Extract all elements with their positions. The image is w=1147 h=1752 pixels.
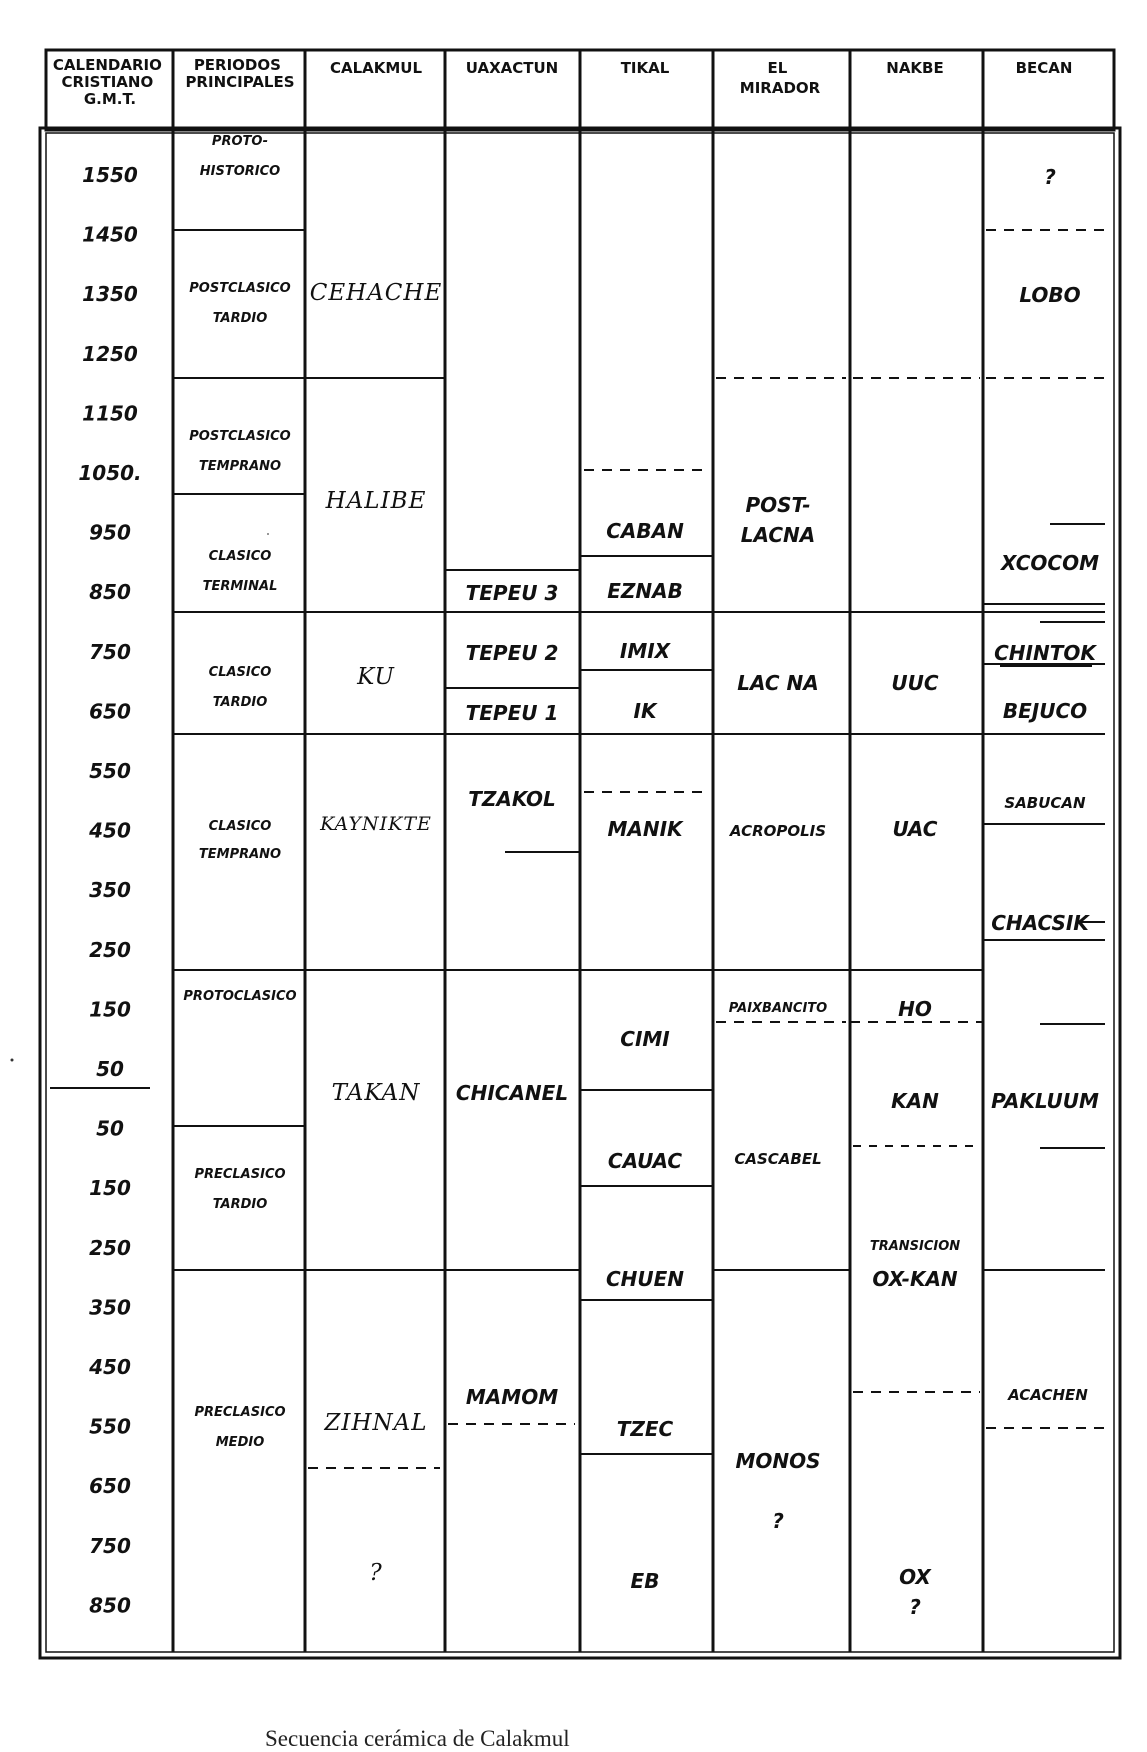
period-label-line: PRECLASICO bbox=[194, 1167, 286, 1182]
figure-caption: Secuencia cerámica de Calakmul bbox=[265, 1726, 570, 1751]
header-calakmul: CALAKMUL bbox=[329, 59, 423, 77]
nakbe-phase-line: OX bbox=[899, 1565, 931, 1589]
nakbe-phase bbox=[872, 1267, 958, 1291]
year-label: 1350 bbox=[82, 282, 138, 307]
tikal-phase bbox=[606, 519, 684, 543]
nakbe-phase bbox=[891, 671, 938, 695]
becan-phase-line: ? bbox=[1044, 165, 1056, 189]
nakbe-phase bbox=[891, 1089, 939, 1113]
calakmul-phase bbox=[323, 1410, 427, 1436]
calakmul-lines bbox=[305, 378, 445, 1468]
nakbe-phase bbox=[899, 1565, 932, 1589]
period-label bbox=[200, 134, 280, 179]
year-label: 350 bbox=[89, 878, 131, 903]
tikal-phase bbox=[620, 1027, 670, 1051]
calakmul-phase bbox=[356, 664, 395, 690]
calakmul-phase-line: KU bbox=[357, 664, 395, 690]
header-calendario-line2: CRISTIANO bbox=[61, 73, 154, 91]
uaxactun-phase bbox=[466, 701, 559, 725]
mirador-phase-line: POST- bbox=[745, 493, 811, 517]
tikal-phase bbox=[634, 699, 658, 723]
calakmul-phase bbox=[325, 488, 427, 514]
nakbe-phase-line: KAN bbox=[891, 1089, 939, 1113]
speck bbox=[11, 1059, 14, 1062]
tikal-phase bbox=[607, 817, 684, 841]
tikal-phase bbox=[617, 1417, 674, 1441]
becan-phase bbox=[1019, 283, 1080, 307]
period-label-line: CLASICO bbox=[208, 549, 272, 564]
header-calendario-line1: CALENDARIO bbox=[52, 56, 162, 74]
becan-phase-line: PAKLUUM bbox=[991, 1089, 1099, 1113]
nakbe-phase-line: TRANSICION bbox=[869, 1239, 961, 1254]
period-label bbox=[183, 989, 296, 1004]
header-periodos-line2: PRINCIPALES bbox=[185, 73, 295, 91]
becan-phase bbox=[991, 1089, 1099, 1113]
period-label-line: HISTORICO bbox=[199, 164, 281, 179]
nakbe-phase-line: ? bbox=[909, 1595, 921, 1619]
becan-phase bbox=[991, 911, 1090, 935]
tikal-phase-line: CABAN bbox=[606, 519, 684, 543]
year-label: 1150 bbox=[82, 401, 138, 426]
period-label bbox=[189, 281, 291, 326]
period-labels bbox=[183, 134, 296, 1450]
nakbe-phase-line: HO bbox=[898, 997, 932, 1021]
mirador-phase-line: PAIXBANCITO bbox=[728, 1001, 828, 1016]
tikal-phase-line: TZEC bbox=[616, 1417, 674, 1441]
period-label-line: PROTOCLASICO bbox=[183, 989, 297, 1004]
nakbe-phase-line: UUC bbox=[891, 671, 939, 695]
nakbe-phase bbox=[909, 1595, 921, 1619]
uaxactun-phase bbox=[456, 1081, 568, 1105]
calakmul-phase-line: ? bbox=[369, 1560, 383, 1586]
year-label: 50 bbox=[96, 1116, 124, 1141]
uaxactun-phase bbox=[466, 581, 559, 605]
tikal-phase-line: EB bbox=[630, 1569, 660, 1593]
tikal-phase-line: IMIX bbox=[619, 639, 671, 663]
period-label-line: TEMPRANO bbox=[198, 847, 282, 862]
year-label: 950 bbox=[89, 520, 131, 545]
year-label: 250 bbox=[89, 937, 131, 962]
uaxactun-phase bbox=[466, 641, 559, 665]
mirador-phase bbox=[737, 671, 818, 695]
uaxactun-phase-line: TEPEU 2 bbox=[465, 641, 559, 665]
nakbe-phase-line: UAC bbox=[892, 817, 938, 841]
becan-phase-line: SABUCAN bbox=[1004, 794, 1086, 812]
header-periodos bbox=[185, 56, 294, 91]
column-headers bbox=[53, 56, 1073, 108]
year-label: 1050. bbox=[78, 461, 142, 485]
becan-phase-line: CHINTOK bbox=[994, 641, 1096, 665]
year-label: 750 bbox=[89, 639, 131, 664]
mirador-phase bbox=[729, 822, 826, 840]
uaxactun-phase bbox=[466, 1385, 558, 1409]
mirador-phase-line: LACNA bbox=[740, 523, 816, 547]
period-label bbox=[209, 665, 272, 710]
header-mirador-line2: MIRADOR bbox=[739, 79, 821, 97]
period-lines bbox=[173, 230, 305, 1270]
year-label: 450 bbox=[89, 818, 131, 843]
year-label: 850 bbox=[89, 580, 131, 605]
year-label: 1450 bbox=[82, 222, 138, 247]
header-mirador-line1: EL bbox=[767, 59, 788, 77]
becan-phase bbox=[1044, 165, 1056, 189]
uaxactun-phase bbox=[468, 787, 556, 811]
calakmul-phase-line: TAKAN bbox=[331, 1080, 421, 1106]
tikal-phase bbox=[607, 579, 683, 603]
calakmul-phase-line: HALIBE bbox=[325, 488, 427, 514]
year-label: 650 bbox=[89, 1474, 131, 1499]
year-label: 850 bbox=[89, 1593, 131, 1618]
mirador-phase-line: LAC NA bbox=[737, 671, 819, 695]
period-label-line: PROTO- bbox=[211, 134, 269, 149]
calakmul-phase bbox=[319, 813, 432, 835]
nakbe-phase bbox=[898, 997, 932, 1021]
tikal-phase-line: CHUEN bbox=[605, 1267, 685, 1291]
mirador-phase bbox=[729, 1001, 827, 1016]
period-label-line: TEMPRANO bbox=[198, 459, 282, 474]
mirador-phase-line: MONOS bbox=[735, 1449, 821, 1473]
year-label: 150 bbox=[89, 997, 131, 1022]
becan-phase bbox=[999, 551, 1099, 575]
calakmul-phase-line: ZIHNAL bbox=[324, 1410, 428, 1436]
mirador-phase bbox=[741, 493, 816, 547]
header-nakbe: NAKBE bbox=[886, 59, 944, 77]
calakmul-phase-line: KAYNIKTE bbox=[320, 813, 432, 835]
tikal-phase-line: MANIK bbox=[607, 817, 683, 841]
year-label: 350 bbox=[89, 1295, 131, 1320]
becan-phase bbox=[1003, 699, 1087, 723]
uaxactun-phase-line: MAMOM bbox=[465, 1385, 559, 1409]
year-label: 250 bbox=[89, 1235, 131, 1260]
year-label: 550 bbox=[89, 759, 131, 783]
header-tikal: TIKAL bbox=[620, 59, 670, 77]
period-label-line: TARDIO bbox=[212, 695, 268, 710]
year-label: 1550 bbox=[82, 163, 138, 187]
year-label: 650 bbox=[89, 699, 131, 724]
calakmul-phase bbox=[310, 280, 443, 306]
tikal-phase-line: EZNAB bbox=[607, 579, 683, 603]
header-periodos-line1: PERIODOS bbox=[193, 56, 281, 74]
year-axis bbox=[78, 163, 141, 1617]
header-calendario-line3: G.M.T. bbox=[83, 90, 137, 108]
uaxactun-phase-line: CHICANEL bbox=[455, 1081, 569, 1105]
year-label: 50 bbox=[96, 1057, 124, 1081]
period-label-line: CLASICO bbox=[208, 665, 272, 680]
mirador-phase-line: ? bbox=[772, 1509, 784, 1533]
becan-phase-line: XCOCOM bbox=[1001, 551, 1099, 575]
tikal-phase-line: CAUAC bbox=[607, 1149, 683, 1173]
period-label bbox=[194, 1167, 285, 1212]
tikal-phase bbox=[608, 1149, 682, 1173]
becan-phase-line: CHACSIK bbox=[991, 911, 1089, 935]
period-label-line: POSTCLASICO bbox=[189, 429, 291, 444]
speck bbox=[267, 533, 269, 535]
period-label-line: PRECLASICO bbox=[194, 1405, 286, 1420]
period-label bbox=[194, 1405, 285, 1450]
period-label-line: TARDIO bbox=[212, 311, 268, 326]
tikal-phase bbox=[620, 639, 672, 663]
becan-phase-line: ACACHEN bbox=[1008, 1386, 1088, 1404]
uaxactun-phase-line: TEPEU 3 bbox=[465, 581, 559, 605]
mirador-phase bbox=[772, 1509, 784, 1533]
becan-phase-line: LOBO bbox=[1019, 283, 1081, 307]
calakmul-phase bbox=[332, 1080, 421, 1106]
header-mirador bbox=[740, 59, 821, 97]
nakbe-phase-line: OX-KAN bbox=[872, 1267, 958, 1291]
period-label-line: TARDIO bbox=[212, 1197, 268, 1212]
calakmul-phase-line: CEHACHE bbox=[309, 280, 443, 306]
header-becan: BECAN bbox=[1015, 59, 1073, 77]
calakmul-phase bbox=[369, 1560, 382, 1586]
period-label-line: TERMINAL bbox=[202, 579, 278, 594]
becan-phase bbox=[994, 641, 1097, 665]
becan-phase-line: BEJUCO bbox=[1002, 699, 1088, 723]
year-label: 1250 bbox=[82, 341, 138, 366]
period-label-line: POSTCLASICO bbox=[189, 281, 291, 296]
uaxactun-phase-line: TEPEU 1 bbox=[465, 701, 559, 725]
nakbe-phase bbox=[870, 1239, 960, 1254]
mirador-phase-line: ACROPOLIS bbox=[729, 822, 827, 840]
header-uaxactun: UAXACTUN bbox=[465, 59, 559, 77]
mirador-phase bbox=[735, 1449, 820, 1473]
becan-lines bbox=[983, 230, 1105, 1428]
tikal-lines bbox=[580, 470, 713, 1454]
becan-phase bbox=[1007, 1386, 1088, 1404]
period-label-line: MEDIO bbox=[215, 1435, 265, 1450]
tikal-phase-line: IK bbox=[633, 699, 657, 723]
uaxactun-phase-line: TZAKOL bbox=[468, 787, 556, 811]
year-label: 150 bbox=[89, 1176, 131, 1201]
period-label bbox=[203, 549, 278, 594]
nakbe-phase bbox=[893, 817, 938, 841]
period-label bbox=[199, 819, 281, 862]
mirador-phase-line: CASCABEL bbox=[734, 1150, 822, 1168]
tikal-phase-line: CIMI bbox=[620, 1027, 670, 1051]
year-label: 550 bbox=[89, 1414, 131, 1439]
tikal-phase bbox=[606, 1267, 684, 1291]
period-label-line: CLASICO bbox=[208, 819, 272, 834]
year-label: 750 bbox=[89, 1533, 131, 1558]
header-calendario bbox=[53, 56, 167, 108]
tikal-phase bbox=[631, 1569, 660, 1593]
year-label: 450 bbox=[89, 1355, 131, 1379]
phase-labels bbox=[310, 165, 1099, 1619]
becan-phase bbox=[1004, 794, 1086, 812]
mirador-phase bbox=[734, 1150, 821, 1168]
uaxactun-lines bbox=[445, 570, 580, 1424]
period-label bbox=[189, 429, 291, 474]
